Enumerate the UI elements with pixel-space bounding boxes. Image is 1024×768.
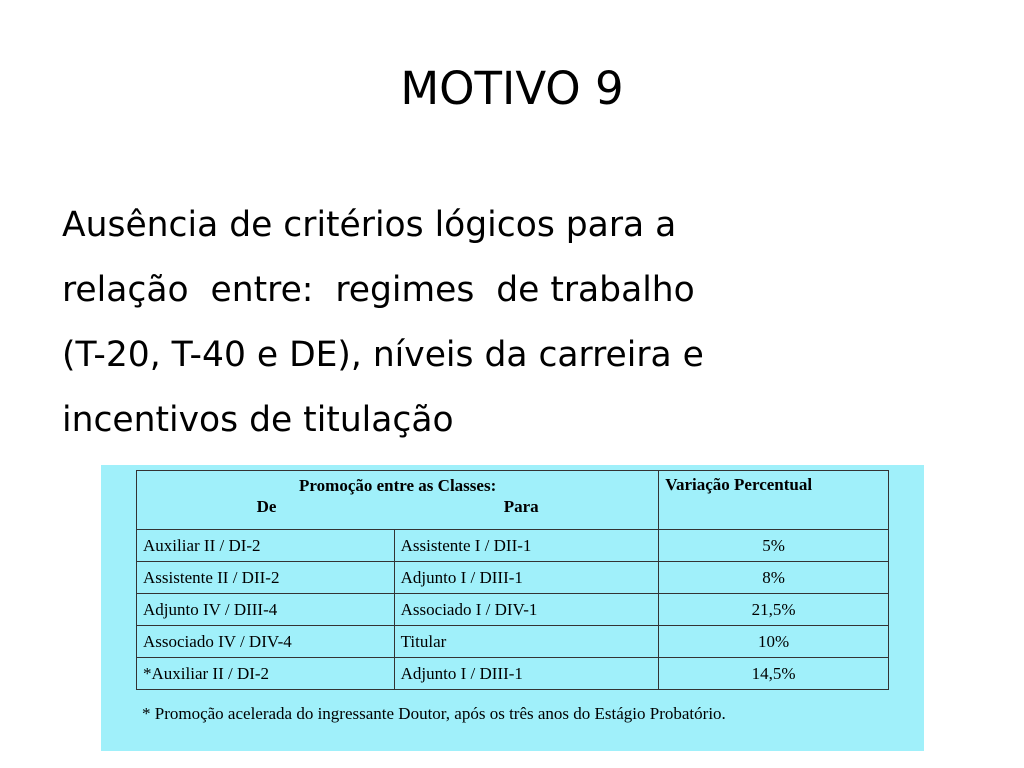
table-row [137, 562, 889, 594]
cell-to: Titular [394, 626, 659, 658]
header-variation: Variação Percentual [659, 471, 889, 530]
cell-to: Adjunto I / DIII-1 [394, 658, 659, 690]
table-row [137, 626, 889, 658]
table-footnote: * Promoção acelerada do ingressante Doutor, após os três anos do Estágio Probatório. [142, 704, 726, 723]
header-to-label: Para [503, 497, 539, 516]
header-sub-labels [143, 496, 652, 517]
cell-pct: 8% [659, 562, 889, 594]
body-line: relação entre: regimes de trabalho [62, 270, 695, 310]
cell-from: *Auxiliar II / DI-2 [137, 658, 395, 690]
cell-pct: 10% [659, 626, 889, 658]
cell-from: Adjunto IV / DIII-4 [137, 594, 395, 626]
header-group-label: Promoção entre as Classes: [299, 476, 497, 495]
header-from-label: De [256, 497, 277, 516]
table-row [137, 594, 889, 626]
cell-from: Associado IV / DIV-4 [137, 626, 395, 658]
slide-body-text [62, 193, 962, 453]
cell-from: Assistente II / DII-2 [137, 562, 395, 594]
cell-pct: 5% [659, 530, 889, 562]
cell-pct: 21,5% [659, 594, 889, 626]
table-row [137, 530, 889, 562]
cell-to: Adjunto I / DIII-1 [394, 562, 659, 594]
body-line: Ausência de critérios lógicos para a [62, 205, 677, 245]
table-header-row [137, 471, 889, 530]
cell-to: Associado I / DIV-1 [394, 594, 659, 626]
body-line: (T-20, T-40 e DE), níveis da carreira e [62, 335, 704, 375]
cell-to: Assistente I / DII-1 [394, 530, 659, 562]
cell-pct: 14,5% [659, 658, 889, 690]
table-row [137, 658, 889, 690]
header-promotion [137, 471, 659, 530]
slide-title: MOTIVO 9 [400, 62, 624, 115]
cell-from: Auxiliar II / DI-2 [137, 530, 395, 562]
promotion-table [136, 470, 889, 690]
body-line: incentivos de titulação [62, 400, 454, 440]
promotion-table-image [101, 465, 924, 751]
